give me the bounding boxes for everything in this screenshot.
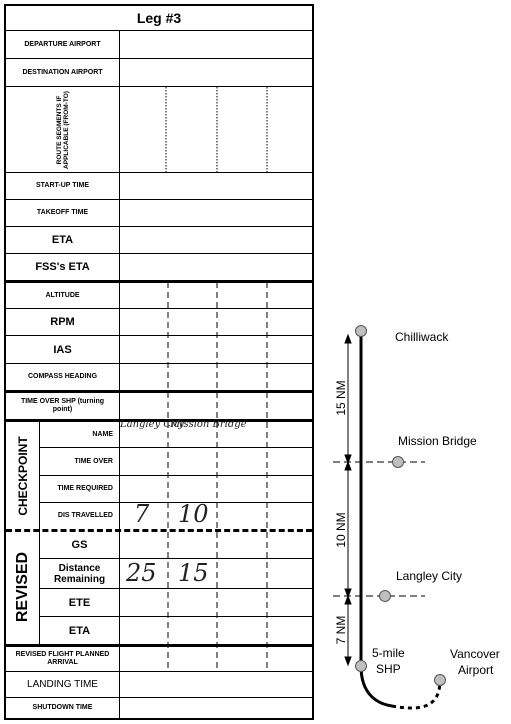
start-up-time-label: START-UP TIME	[6, 173, 120, 199]
shutdown-time-label: SHUTDOWN TIME	[6, 698, 120, 718]
bottom-distance-label: 7 NM	[334, 615, 348, 645]
checkpoint-name-2: Mission Bridge	[170, 419, 247, 430]
top-distance-label: 15 NM	[334, 380, 348, 416]
shp-label-line-1: 5-mile	[372, 646, 405, 660]
destination-airport-label: DESTINATION AIRPORT	[6, 59, 120, 86]
bottom-distance-arrow-head-up	[345, 596, 351, 604]
middle-distance-arrow-head-up	[345, 462, 351, 470]
middle-distance-label: 10 NM	[334, 512, 348, 548]
chilliwack-marker	[356, 326, 367, 337]
bottom-distance-arrow-head-down	[345, 657, 351, 665]
vancouver-marker	[435, 675, 446, 686]
fss-eta-label: FSS's ETA	[6, 254, 120, 280]
altitude-label: ALTITUDE	[6, 283, 120, 308]
ias-label: IAS	[6, 336, 120, 363]
dis-travelled-2: 10	[178, 500, 209, 528]
rpm-label: RPM	[6, 309, 120, 335]
shp-label	[372, 646, 408, 676]
distance-remaining-1: 25	[126, 559, 157, 587]
takeoff-time-label: TAKEOFF TIME	[6, 200, 120, 226]
checkpoint-name-1: Langley City	[120, 419, 184, 430]
checkpoint-group-label: CHECKPOINT	[15, 435, 30, 516]
departure-airport-label: DEPARTURE AIRPORT	[6, 31, 120, 58]
mission-bridge-label: Mission Bridge	[398, 434, 477, 448]
langley-city-label: Langley City	[396, 569, 463, 583]
route-segments-label: ROUTE SEGMENTS IF APPLICABLE (FROM-TO)	[55, 90, 70, 169]
compass-heading-label: COMPASS HEADING	[6, 364, 120, 390]
revised-eta-label: ETA	[40, 617, 120, 644]
checkpoint-name-label: NAME	[40, 422, 120, 447]
time-required-label: TIME REQUIRED	[40, 476, 120, 502]
vancouver-label	[450, 647, 503, 677]
langley-city-marker	[380, 591, 391, 602]
revised-flight-planned-arrival-label: REVISED FLIGHT PLANNED ARRIVAL	[6, 647, 120, 671]
vancouver-label-line-2: Airport	[458, 663, 494, 677]
dis-travelled-label: DIS TRAVELLED	[40, 503, 120, 529]
distance-remaining-label: Distance Remaining	[40, 559, 120, 588]
gs-label: GS	[40, 532, 120, 558]
chilliwack-label: Chilliwack	[395, 330, 449, 344]
ete-label: ETE	[40, 589, 120, 616]
landing-time-label: LANDING TIME	[6, 672, 120, 697]
vancouver-label-line-1: Vancover	[450, 647, 500, 661]
top-distance-arrow-head-up	[345, 335, 351, 343]
form-title: Leg #3	[136, 10, 182, 26]
time-over-label: TIME OVER	[40, 448, 120, 475]
shp-label-line-2: SHP	[376, 662, 401, 676]
distance-remaining-2: 15	[178, 559, 209, 587]
dis-travelled-1: 7	[134, 500, 150, 528]
eta-label: ETA	[6, 227, 120, 253]
mission-bridge-marker	[393, 457, 404, 468]
shp-marker	[356, 661, 367, 672]
time-over-shp-label: TIME OVER SHP (turning point)	[6, 393, 120, 419]
route-final-dashed	[392, 680, 440, 708]
revised-group-label: REVISED	[13, 551, 31, 622]
